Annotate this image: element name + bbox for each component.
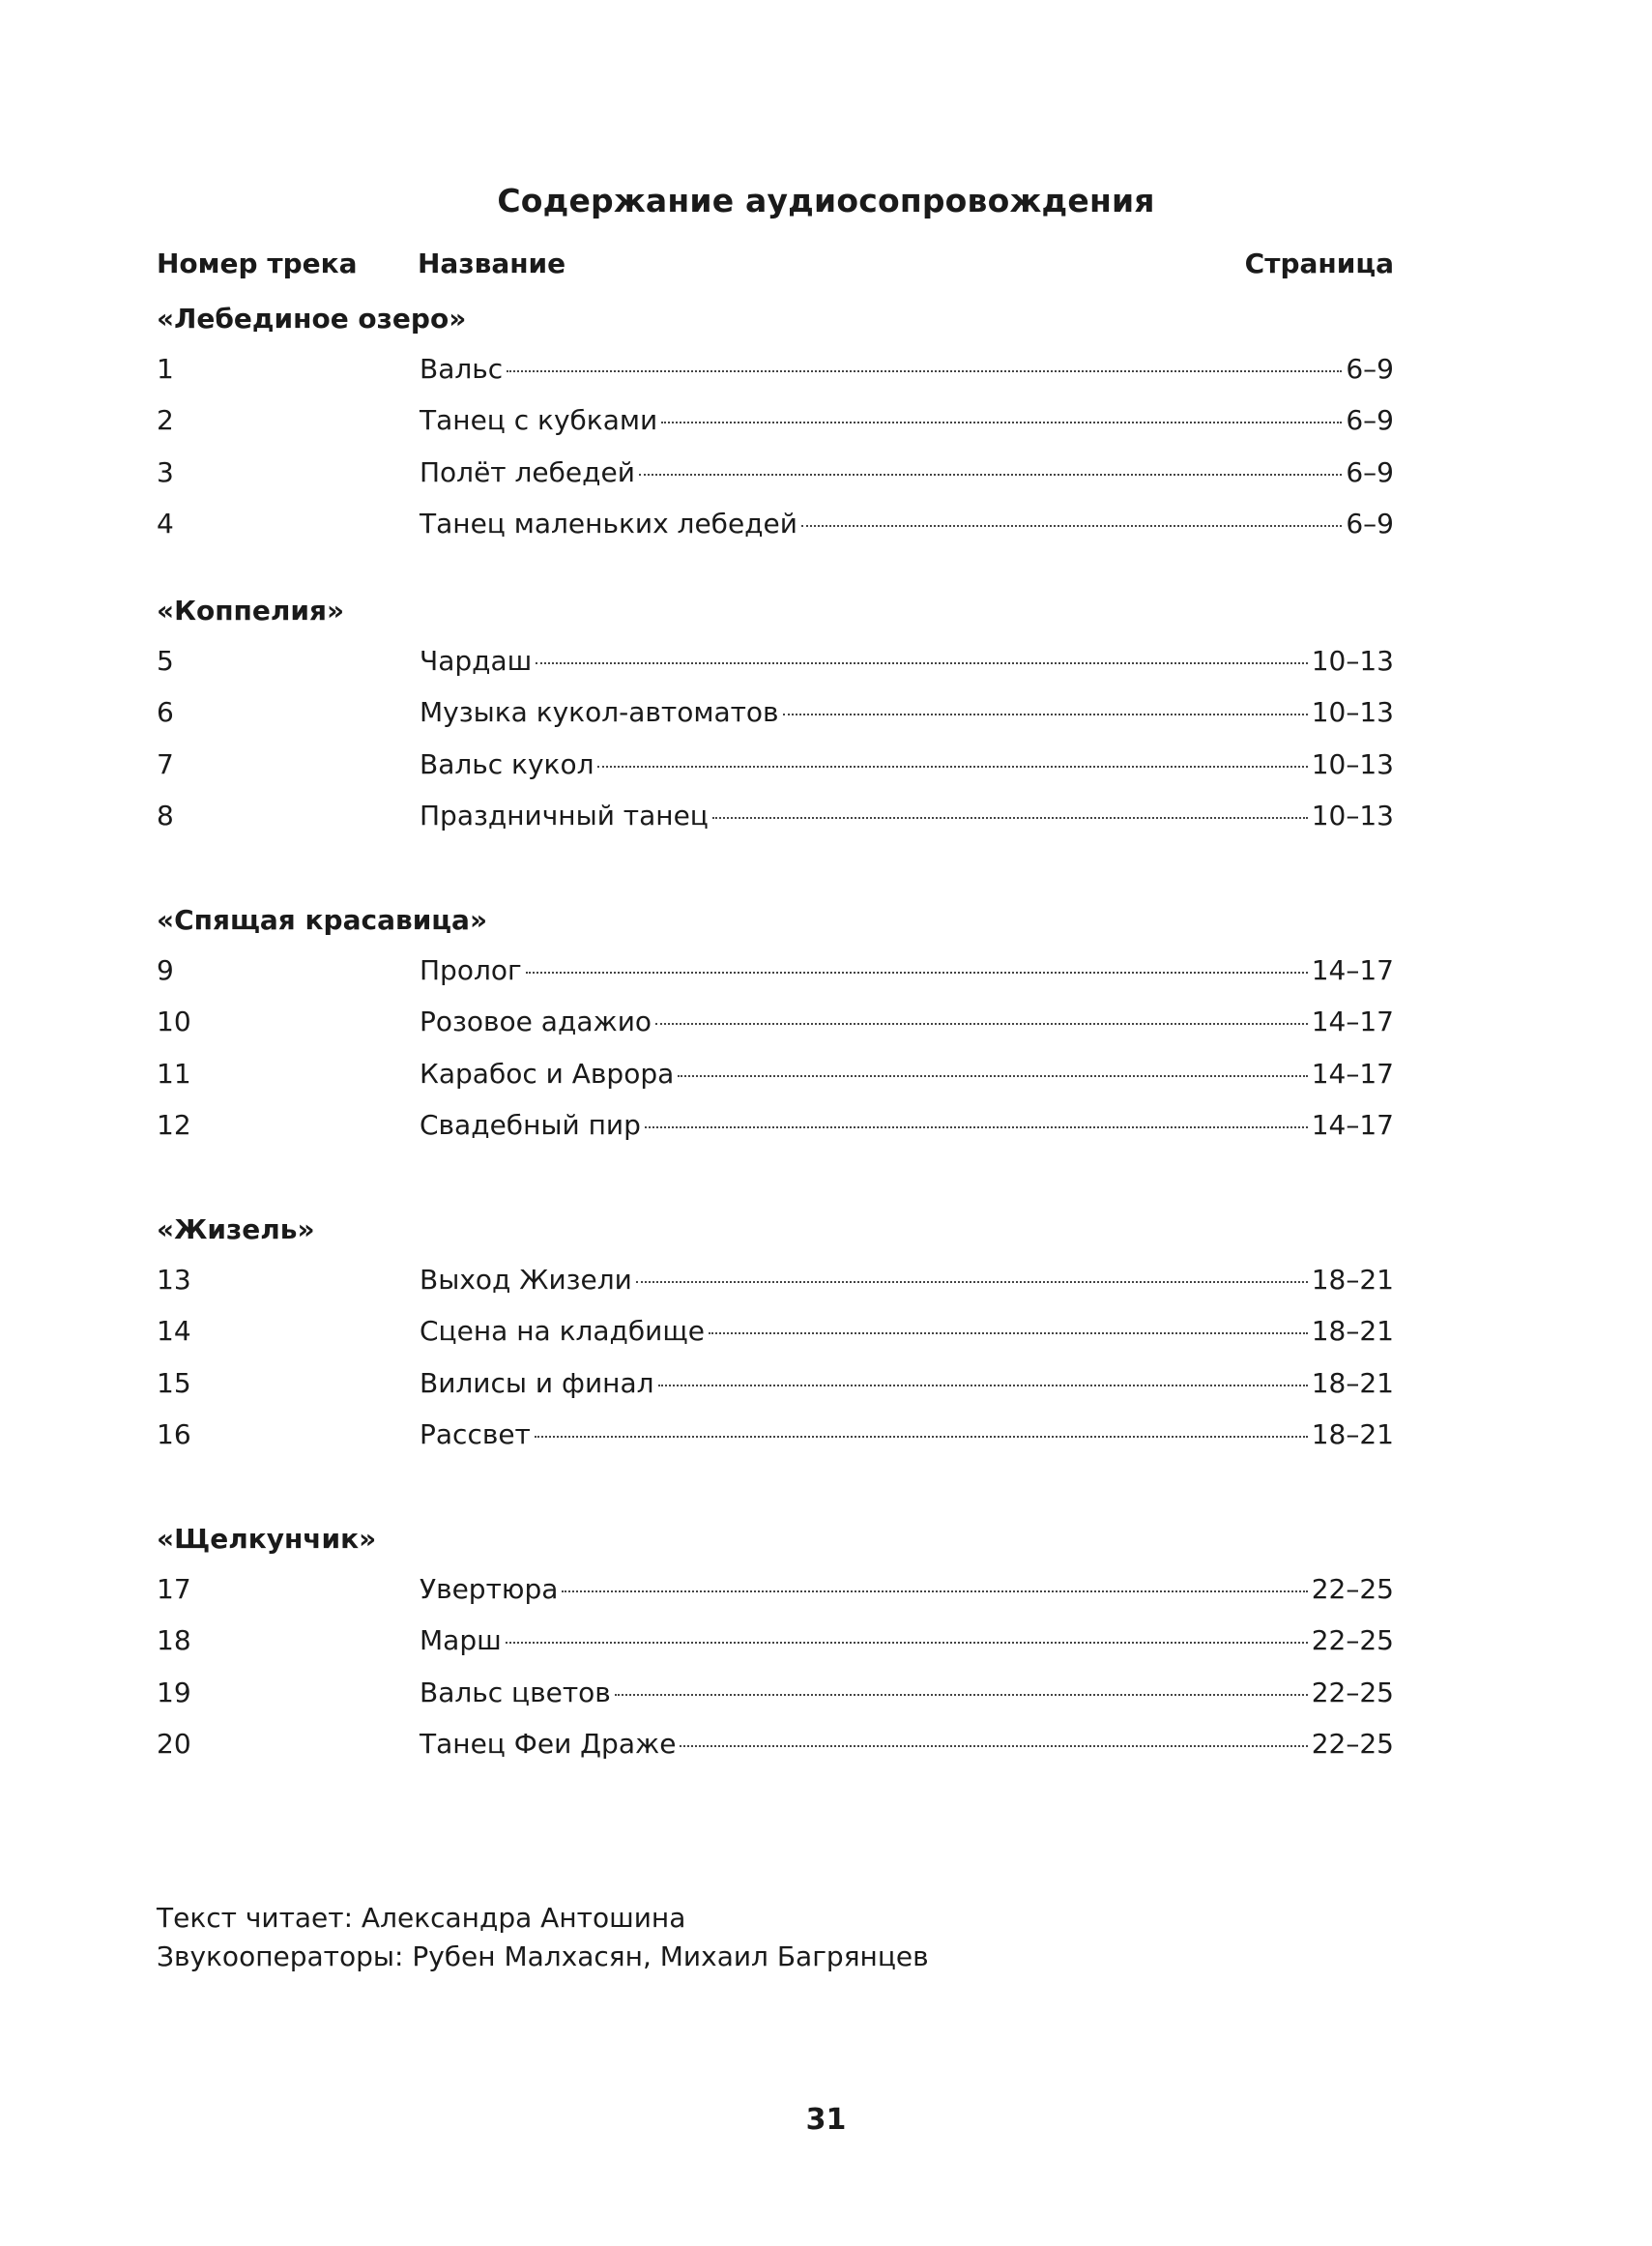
track-name: Выход Жизели bbox=[420, 1264, 632, 1296]
track-row bbox=[157, 1312, 1394, 1363]
track-number: 3 bbox=[157, 455, 174, 488]
dot-leader bbox=[536, 660, 1307, 664]
dot-leader bbox=[636, 1279, 1308, 1283]
track-number: 5 bbox=[157, 645, 174, 677]
section-title: «Жизель» bbox=[157, 1213, 315, 1245]
dot-leader bbox=[801, 523, 1342, 527]
track-number: 4 bbox=[157, 508, 174, 540]
dot-leader bbox=[562, 1589, 1307, 1592]
dot-leader bbox=[661, 420, 1342, 423]
track-row bbox=[157, 1415, 1394, 1467]
credits-engineers: Звукооператоры: Рубен Малхасян, Михаил Багрянцев bbox=[157, 1940, 929, 1972]
track-page: 18–21 bbox=[1311, 1315, 1394, 1348]
track-name: Сцена на кладбище bbox=[420, 1315, 705, 1348]
track-row bbox=[157, 1364, 1394, 1415]
dot-leader bbox=[639, 472, 1342, 476]
track-number: 8 bbox=[157, 800, 174, 832]
track-page: 18–21 bbox=[1311, 1418, 1394, 1451]
track-number: 12 bbox=[157, 1109, 191, 1142]
track-row bbox=[157, 1725, 1394, 1776]
track-name: Танец маленьких лебедей bbox=[420, 508, 797, 540]
dot-leader bbox=[709, 1330, 1308, 1334]
track-row bbox=[157, 453, 1394, 505]
track-page: 10–13 bbox=[1311, 645, 1394, 677]
track-row bbox=[157, 693, 1394, 744]
track-number: 6 bbox=[157, 696, 174, 729]
section-title: «Лебединое озеро» bbox=[157, 303, 467, 335]
track-number: 16 bbox=[157, 1418, 191, 1451]
track-page: 14–17 bbox=[1311, 1006, 1394, 1038]
track-number: 1 bbox=[157, 353, 174, 385]
track-number: 14 bbox=[157, 1315, 191, 1348]
track-row bbox=[157, 1106, 1394, 1157]
track-page: 22–25 bbox=[1311, 1728, 1394, 1761]
track-name: Вилисы и финал bbox=[420, 1366, 654, 1399]
section-title: «Щелкунчик» bbox=[157, 1523, 377, 1555]
dot-leader bbox=[535, 1434, 1308, 1438]
track-number: 20 bbox=[157, 1728, 191, 1761]
track-row bbox=[157, 1261, 1394, 1312]
track-page: 6–9 bbox=[1346, 508, 1394, 540]
dot-leader bbox=[680, 1743, 1307, 1747]
track-name: Марш bbox=[420, 1624, 502, 1657]
track-name: Увертюра bbox=[420, 1573, 559, 1605]
track-page: 10–13 bbox=[1311, 800, 1394, 832]
column-header-row bbox=[157, 248, 1394, 286]
track-row bbox=[157, 401, 1394, 452]
track-number: 18 bbox=[157, 1624, 191, 1657]
dot-leader bbox=[678, 1073, 1307, 1077]
track-page: 22–25 bbox=[1311, 1573, 1394, 1605]
track-number: 19 bbox=[157, 1676, 191, 1708]
track-page: 22–25 bbox=[1311, 1624, 1394, 1657]
track-row bbox=[157, 1003, 1394, 1054]
track-name: Праздничный танец bbox=[420, 800, 709, 832]
track-name: Вальс кукол bbox=[420, 747, 594, 780]
track-name: Полёт лебедей bbox=[420, 455, 635, 488]
track-number: 10 bbox=[157, 1006, 191, 1038]
dot-leader bbox=[507, 368, 1342, 372]
track-row bbox=[157, 350, 1394, 401]
track-page: 22–25 bbox=[1311, 1676, 1394, 1708]
track-page: 6–9 bbox=[1346, 455, 1394, 488]
track-page: 6–9 bbox=[1346, 404, 1394, 437]
track-row bbox=[157, 505, 1394, 556]
track-name: Музыка кукол-автоматов bbox=[420, 696, 779, 729]
track-page: 14–17 bbox=[1311, 1109, 1394, 1142]
header-page: Страница bbox=[1244, 248, 1394, 279]
section-title: «Коппелия» bbox=[157, 595, 345, 627]
section-sleeping-beauty bbox=[157, 901, 1394, 1158]
dot-leader bbox=[655, 1021, 1308, 1025]
track-row bbox=[157, 745, 1394, 797]
dot-leader bbox=[506, 1640, 1308, 1644]
dot-leader bbox=[615, 1692, 1308, 1696]
dot-leader bbox=[783, 712, 1308, 715]
track-name: Свадебный пир bbox=[420, 1109, 641, 1142]
track-number: 7 bbox=[157, 747, 174, 780]
track-page: 10–13 bbox=[1311, 696, 1394, 729]
section-swan-lake bbox=[157, 300, 1394, 557]
track-row bbox=[157, 951, 1394, 1003]
track-name: Вальс bbox=[420, 353, 504, 385]
header-name: Название bbox=[418, 248, 566, 279]
section-coppelia bbox=[157, 592, 1394, 849]
dot-leader bbox=[645, 1124, 1308, 1128]
track-number: 2 bbox=[157, 404, 174, 437]
track-row bbox=[157, 1055, 1394, 1106]
credits bbox=[157, 1899, 929, 1976]
track-page: 18–21 bbox=[1311, 1366, 1394, 1399]
track-page: 18–21 bbox=[1311, 1264, 1394, 1296]
dot-leader bbox=[597, 764, 1307, 768]
dot-leader bbox=[712, 815, 1308, 819]
track-name: Вальс цветов bbox=[420, 1676, 611, 1708]
track-name: Розовое адажио bbox=[420, 1006, 652, 1038]
track-number: 17 bbox=[157, 1573, 191, 1605]
page-title: Содержание аудиосопровождения bbox=[497, 182, 1155, 219]
track-row bbox=[157, 1570, 1394, 1621]
track-page: 14–17 bbox=[1311, 954, 1394, 986]
track-row bbox=[157, 1621, 1394, 1673]
track-name: Танец с кубками bbox=[420, 404, 658, 437]
credits-reader: Текст читает: Александра Антошина bbox=[157, 1902, 686, 1934]
track-number: 9 bbox=[157, 954, 174, 986]
track-name: Карабос и Аврора bbox=[420, 1057, 675, 1090]
section-title: «Спящая красавица» bbox=[157, 904, 488, 936]
track-name: Танец Феи Драже bbox=[420, 1728, 677, 1761]
track-number: 15 bbox=[157, 1366, 191, 1399]
track-number: 11 bbox=[157, 1057, 191, 1090]
track-name: Рассвет bbox=[420, 1418, 531, 1451]
header-track: Номер трека bbox=[157, 248, 358, 279]
track-page: 14–17 bbox=[1311, 1057, 1394, 1090]
section-giselle bbox=[157, 1211, 1394, 1468]
page-number: 31 bbox=[805, 2103, 847, 2137]
dot-leader bbox=[526, 970, 1308, 974]
track-row bbox=[157, 1674, 1394, 1725]
dot-leader bbox=[658, 1383, 1308, 1386]
track-number: 13 bbox=[157, 1264, 191, 1296]
track-row bbox=[157, 642, 1394, 693]
section-nutcracker bbox=[157, 1520, 1394, 1777]
track-page: 6–9 bbox=[1346, 353, 1394, 385]
track-page: 10–13 bbox=[1311, 747, 1394, 780]
track-name: Пролог bbox=[420, 954, 522, 986]
track-row bbox=[157, 797, 1394, 848]
track-name: Чардаш bbox=[420, 645, 533, 677]
